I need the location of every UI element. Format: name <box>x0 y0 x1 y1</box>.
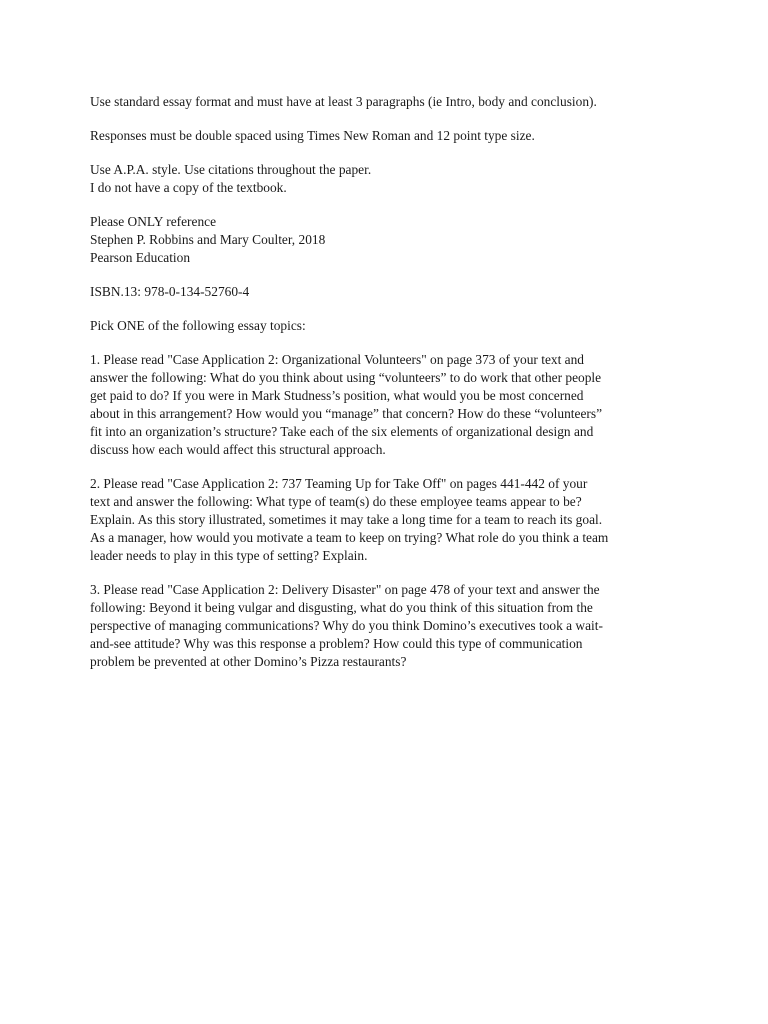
text-line: Pearson Education <box>90 250 191 265</box>
text-line: Responses must be double spaced using Times New Roman and 12 point type size. <box>90 128 535 143</box>
text-line: I do not have a copy of the textbook. <box>90 180 287 195</box>
text-line: Stephen P. Robbins and Mary Coulter, 2018 <box>90 232 326 247</box>
text-line: perspective of managing communications? Why do you think Domino’s executives took a wait- <box>90 618 603 633</box>
text-line: Pick ONE of the following essay topics: <box>90 318 306 333</box>
text-line: answer the following: What do you think about using “volunteers” to do work that other people <box>90 370 602 385</box>
text-line: 3. Please read "Case Application 2: Delivery Disaster" on page 478 of your text and answer the <box>90 582 600 597</box>
text-line: ISBN.13: 978-0-134-52760-4 <box>90 284 250 299</box>
text-line: As a manager, how would you motivate a team to keep on trying? What role do you think a team <box>90 530 609 545</box>
text-line: Use standard essay format and must have at least 3 paragraphs (ie Intro, body and conclusion). <box>90 94 597 109</box>
text-line: Use A.P.A. style. Use citations throughout the paper. <box>90 162 372 177</box>
spacing-instruction <box>90 127 710 145</box>
text-line: leader needs to play in this type of setting? Explain. <box>90 548 368 563</box>
text-line: text and answer the following: What type of team(s) do these employee teams appear to be? <box>90 494 582 509</box>
text-line: problem be prevented at other Domino’s Pizza restaurants? <box>90 654 407 669</box>
reference-instruction <box>90 213 710 267</box>
document-body <box>90 93 710 671</box>
text-line: Please ONLY reference <box>90 214 217 229</box>
text-line: Explain. As this story illustrated, sometimes it may take a long time for a team to reach its goal. <box>90 512 603 527</box>
text-line: and-see attitude? Why was this response a problem? How could this type of communication <box>90 636 583 651</box>
text-line: following: Beyond it being vulgar and disgusting, what do you think of this situation from the <box>90 600 593 615</box>
text-line: fit into an organization’s structure? Take each of the six elements of organizational design and <box>90 424 594 439</box>
text-line: discuss how each would affect this structural approach. <box>90 442 386 457</box>
essay-topic-1 <box>90 351 710 459</box>
essay-topic-3 <box>90 581 710 671</box>
isbn-line <box>90 283 710 301</box>
text-line: 2. Please read "Case Application 2: 737 Teaming Up for Take Off" on pages 441-442 of your <box>90 476 588 491</box>
citation-instruction <box>90 161 710 197</box>
text-line: 1. Please read "Case Application 2: Organizational Volunteers" on page 373 of your text and <box>90 352 584 367</box>
topic-prompt <box>90 317 710 335</box>
text-line: get paid to do? If you were in Mark Studness’s position, what would you be most concerned <box>90 388 584 403</box>
format-instruction <box>90 93 710 111</box>
text-line: about in this arrangement? How would you “manage” that concern? How do these “volunteers” <box>90 406 603 421</box>
essay-topic-2 <box>90 475 710 565</box>
